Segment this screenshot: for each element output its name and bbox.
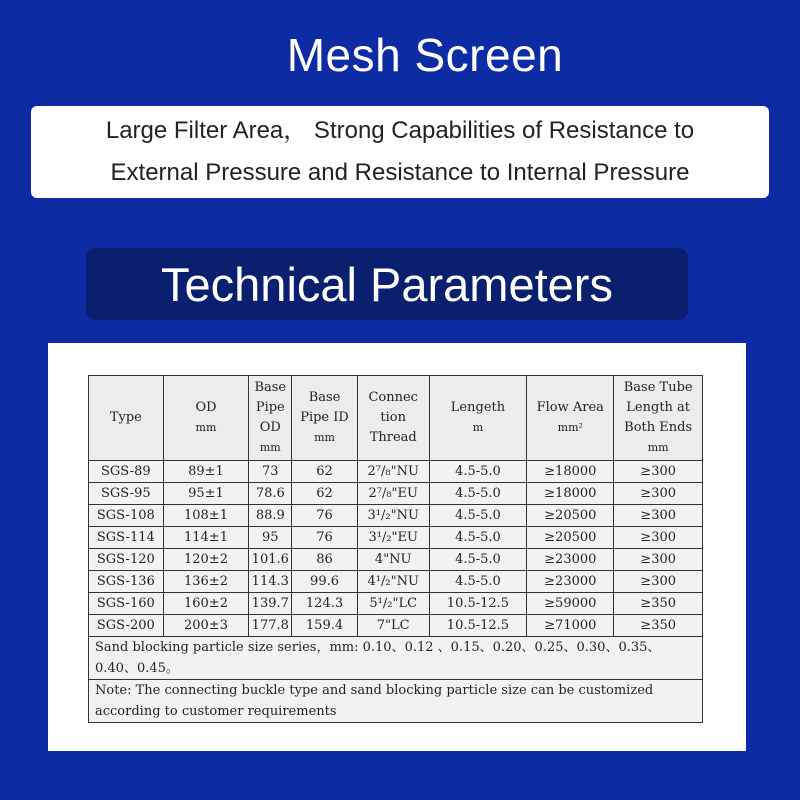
cell-connection-thread: 2⁷/₈"NU [357,461,429,483]
table-body [89,461,703,637]
table-header-row [89,376,703,461]
cell-base-pipe-od: 101.6 [249,549,292,571]
cell-length: 4.5-5.0 [429,549,527,571]
header-length-unit: m [472,421,484,434]
cell-length: 4.5-5.0 [429,571,527,593]
cell-base-pipe-id: 62 [292,461,358,483]
customization-note: Note: The connecting buckle type and sand blocking particle size can be customized according to customer requirements [89,680,703,723]
cell-od: 95±1 [163,483,249,505]
cell-base-pipe-od: 78.6 [249,483,292,505]
header-type: Type [89,376,164,461]
table-row [89,593,703,615]
cell-length: 4.5-5.0 [429,505,527,527]
header-base-pipe-id: Base Pipe ID mm [292,376,358,461]
cell-connection-thread: 7"LC [357,615,429,637]
cell-connection-thread: 3¹/₂"NU [357,505,429,527]
subtitle-line-1: Large Filter Area， Strong Capabilities of Resistance to [105,117,695,144]
cell-length: 10.5-12.5 [429,593,527,615]
cell-connection-thread: 5¹/₂"LC [357,593,429,615]
cell-base-pipe-id: 76 [292,505,358,527]
cell-type: SGS-108 [89,505,164,527]
cell-base-pipe-od: 95 [249,527,292,549]
header-length: Lengeth m [429,376,527,461]
cell-base-tube-length: ≥350 [614,615,703,637]
cell-base-tube-length: ≥300 [614,549,703,571]
sand-size-note: Sand blocking particle size series，mm: 0.10、0.12 、0.15、0.20、0.25、0.30、0.35、0.40、0.45。 [89,637,703,680]
cell-base-tube-length: ≥300 [614,483,703,505]
header-flow-area: Flow Area mm² [527,376,614,461]
cell-flow-area: ≥20500 [527,505,614,527]
table-row [89,527,703,549]
cell-base-pipe-id: 99.6 [292,571,358,593]
header-connection-thread: Connec tion Thread [357,376,429,461]
cell-base-pipe-od: 73 [249,461,292,483]
cell-base-tube-length: ≥300 [614,571,703,593]
cell-od: 200±3 [163,615,249,637]
sand-size-row [89,637,703,680]
cell-od: 120±2 [163,549,249,571]
cell-type: SGS-200 [89,615,164,637]
cell-type: SGS-136 [89,571,164,593]
cell-base-pipe-id: 124.3 [292,593,358,615]
cell-length: 4.5-5.0 [429,461,527,483]
cell-base-pipe-id: 76 [292,527,358,549]
cell-type: SGS-95 [89,483,164,505]
cell-od: 114±1 [163,527,249,549]
cell-connection-thread: 2⁷/₈"EU [357,483,429,505]
header-base-pipe-od-unit: mm [259,441,281,454]
cell-base-pipe-od: 114.3 [249,571,292,593]
cell-od: 108±1 [163,505,249,527]
cell-od: 160±2 [163,593,249,615]
cell-length: 10.5-12.5 [429,615,527,637]
cell-base-pipe-od: 88.9 [249,505,292,527]
cell-connection-thread: 4"NU [357,549,429,571]
cell-base-tube-length: ≥350 [614,593,703,615]
cell-base-tube-length: ≥300 [614,461,703,483]
cell-od: 136±2 [163,571,249,593]
cell-connection-thread: 4¹/₂"NU [357,571,429,593]
header-base-tube-unit: mm [647,441,669,454]
cell-flow-area: ≥71000 [527,615,614,637]
cell-flow-area: ≥18000 [527,461,614,483]
cell-type: SGS-160 [89,593,164,615]
subtitle-line-2: External Pressure and Resistance to Internal Pressure [110,159,690,186]
cell-connection-thread: 3¹/₂"EU [357,527,429,549]
cell-type: SGS-89 [89,461,164,483]
cell-base-tube-length: ≥300 [614,505,703,527]
table-row [89,615,703,637]
cell-length: 4.5-5.0 [429,483,527,505]
section-title: Technical Parameters [86,248,688,320]
header-base-tube-length: Base Tube Length at Both Ends mm [614,376,703,461]
cell-flow-area: ≥59000 [527,593,614,615]
table-row [89,549,703,571]
subtitle-box [31,106,769,198]
cell-flow-area: ≥23000 [527,571,614,593]
header-base-pipe-id-unit: mm [314,431,335,444]
header-flow-area-unit: mm² [557,421,583,434]
table-row [89,571,703,593]
note-row [89,680,703,723]
cell-length: 4.5-5.0 [429,527,527,549]
cell-type: SGS-120 [89,549,164,571]
cell-flow-area: ≥23000 [527,549,614,571]
parameters-panel [48,343,746,751]
table-row [89,505,703,527]
cell-flow-area: ≥20500 [527,527,614,549]
cell-od: 89±1 [163,461,249,483]
parameters-table [88,375,703,723]
header-od: OD mm [163,376,249,461]
cell-type: SGS-114 [89,527,164,549]
cell-base-pipe-od: 177.8 [249,615,292,637]
cell-base-pipe-od: 139.7 [249,593,292,615]
cell-base-pipe-id: 159.4 [292,615,358,637]
cell-base-pipe-id: 86 [292,549,358,571]
table-row [89,483,703,505]
header-od-unit: mm [195,421,217,434]
cell-base-pipe-id: 62 [292,483,358,505]
header-base-pipe-od: Base Pipe OD mm [249,376,292,461]
cell-base-tube-length: ≥300 [614,527,703,549]
page-title: Mesh Screen [286,29,564,81]
cell-flow-area: ≥18000 [527,483,614,505]
table-row [89,461,703,483]
